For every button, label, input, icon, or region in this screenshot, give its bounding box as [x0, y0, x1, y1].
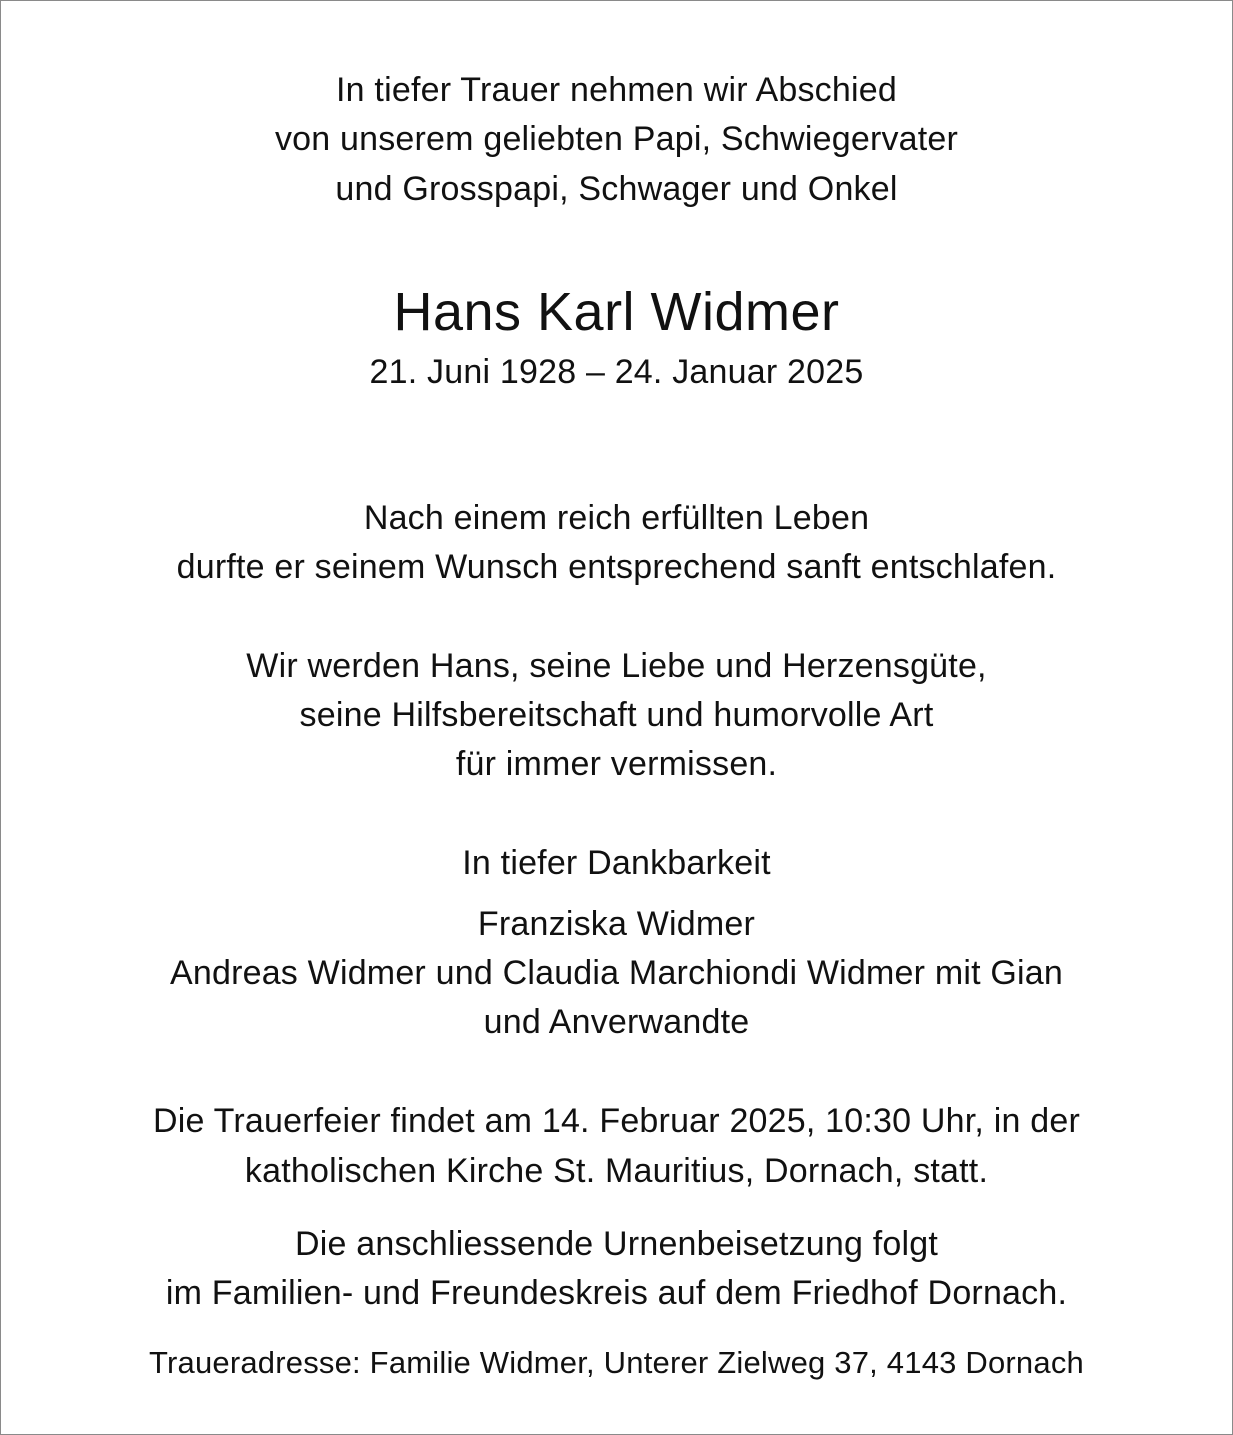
mourner-line-3: und Anverwandte — [483, 1003, 750, 1041]
mourner-line-1: Franziska Widmer — [477, 905, 756, 943]
mourning-address: Traueradresse: Familie Widmer, Unterer Zielweg 37, 4143 Dornach — [149, 1345, 1084, 1380]
intro-line-3: und Grosspapi, Schwager und Onkel — [335, 170, 898, 208]
burial-line-2: im Familien- und Freundeskreis auf dem Friedhof Dornach. — [165, 1274, 1068, 1312]
intro-line-1: In tiefer Trauer nehmen wir Abschied — [336, 71, 897, 109]
intro-line-2: von unserem geliebten Papi, Schwiegervater — [274, 120, 959, 158]
life-dates: 21. Juni 1928 – 24. Januar 2025 — [369, 353, 864, 391]
ceremony-line-1: Die Trauerfeier findet am 14. Februar 2025, 10:30 Uhr, in der — [153, 1102, 1080, 1140]
ceremony-line-2: katholischen Kirche St. Mauritius, Dornach, statt. — [244, 1152, 989, 1190]
passage2-line-2: seine Hilfsbereitschaft und humorvolle Art — [299, 696, 934, 734]
mourner-line-2: Andreas Widmer und Claudia Marchiondi Widmer mit Gian — [169, 954, 1064, 992]
burial-line-1: Die anschliessende Urnenbeisetzung folgt — [294, 1225, 939, 1263]
deceased-name: Hans Karl Widmer — [393, 282, 840, 342]
passage1-line-1: Nach einem reich erfüllten Leben — [363, 499, 870, 537]
passage2-line-3: für immer vermissen. — [455, 745, 778, 783]
gratitude-line: In tiefer Dankbarkeit — [462, 844, 771, 882]
passage2-line-1: Wir werden Hans, seine Liebe und Herzensgüte, — [246, 647, 987, 685]
passage1-line-2: durfte er seinem Wunsch entsprechend sanft entschlafen. — [176, 548, 1057, 586]
